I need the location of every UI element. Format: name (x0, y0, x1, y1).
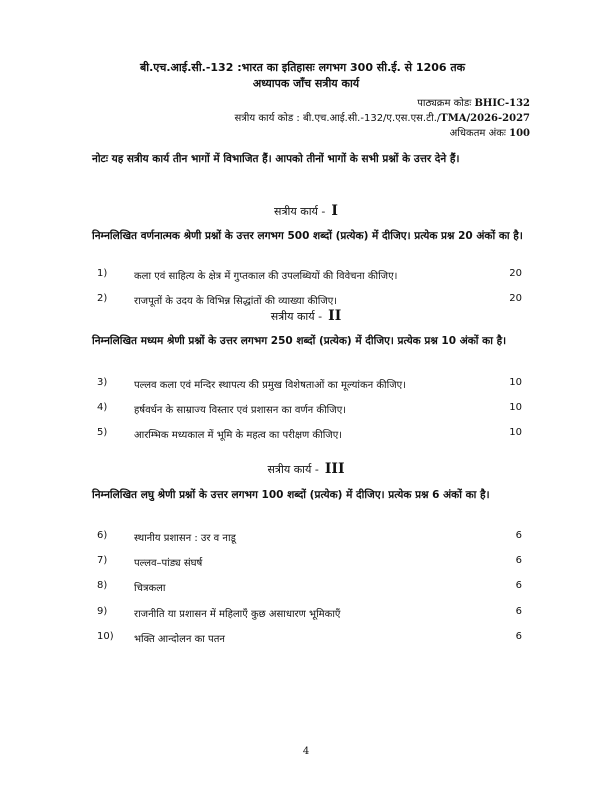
assignment-code-english: TMA/2026-2027 (440, 113, 530, 124)
question-text: राजनीति या प्रशासन में महिलाएँ कुछ असाधारण भूमिकाएँ (134, 609, 341, 620)
question-number: 7) (97, 555, 108, 566)
section-roman-numeral: II (328, 308, 342, 324)
question-text: राजपूतों के उदय के विभिन्न सिद्धांतों की व्याख्या कीजिए। (134, 296, 338, 307)
question-marks: 6 (515, 580, 522, 591)
section-3-instruction: निम्नलिखित लघु श्रेणी प्रश्नों के उत्तर लगभग 100 शब्दों (प्रत्येक) में दीजिए। प्रत्येक प्रश्न 6 अंकों का है। (92, 489, 490, 501)
assignment-code-label: सत्रीय कार्य कोड : (234, 113, 300, 124)
question-number: 10) (97, 631, 114, 642)
course-code-label: पाठ्यक्रम कोडः (417, 98, 472, 109)
question-marks: 20 (509, 268, 522, 279)
section-heading-label: सत्रीय कार्य - (274, 205, 326, 218)
max-marks-line (450, 125, 530, 139)
section-roman-numeral: I (331, 203, 338, 219)
question-text: हर्षवर्धन के साम्राज्य विस्तार एवं प्रशासन का वर्णन कीजिए। (134, 405, 347, 416)
question-text: पल्लव–पांड्य संघर्ष (134, 558, 203, 569)
assignment-code-line (235, 110, 530, 124)
question-text: आरम्भिक मध्यकाल में भूमि के महत्व का परीक्षण कीजिए। (134, 430, 343, 441)
course-code-line (417, 95, 530, 109)
section-roman-numeral: III (324, 461, 345, 477)
question-marks: 6 (515, 631, 522, 642)
question-marks: 20 (509, 293, 522, 304)
question-marks: 6 (515, 606, 522, 617)
question-marks: 6 (515, 530, 522, 541)
question-number: 9) (97, 606, 108, 617)
section-1-instruction: निम्नलिखित वर्णनात्मक श्रेणी प्रश्नों के उत्तर लगभग 500 शब्दों (प्रत्येक) में दीजिए। प्रत्येक प्रश्न 20 अंकों का है। (92, 230, 523, 242)
question-text: पल्लव कला एवं मन्दिर स्थापत्य की प्रमुख विशेषताओं का मूल्यांकन कीजिए। (134, 380, 406, 391)
question-marks: 6 (515, 555, 522, 566)
question-number: 6) (97, 530, 108, 541)
document-title-line2: अध्यापक जाँच सत्रीय कार्य (252, 77, 360, 90)
course-code: BHIC-132 (474, 98, 530, 109)
section-2-instruction: निम्नलिखित मध्यम श्रेणी प्रश्नों के उत्तर लगभग 250 शब्दों (प्रत्येक) में दीजिए। प्रत्येक प्रश्न 10 अंकों का है। (92, 335, 507, 347)
question-text: चित्रकला (134, 583, 166, 594)
question-marks: 10 (509, 427, 522, 438)
question-number: 5) (97, 427, 108, 438)
document-title-line1: बी.एच.आई.सी.-132 :भारत का इतिहासः लगभग 300 सी.ई. से 1206 तक (140, 61, 466, 74)
max-marks: 100 (509, 128, 530, 139)
question-number: 3) (97, 377, 108, 388)
section-heading-1 (0, 203, 612, 219)
max-marks-label: अधिकतम अंकः (449, 128, 506, 139)
section-heading-label: सत्रीय कार्य - (267, 463, 319, 476)
assignment-code-hindi: बी.एच.आई.सी.-132/ए.एस.एस.टी./ (302, 113, 441, 124)
section-heading-3 (0, 461, 612, 477)
question-number: 8) (97, 580, 108, 591)
page-number: 4 (302, 746, 310, 757)
question-number: 4) (97, 402, 108, 413)
question-text: कला एवं साहित्य के क्षेत्र में गुप्तकाल की उपलब्धियों की विवेचना कीजिए। (134, 271, 398, 282)
question-marks: 10 (509, 377, 522, 388)
question-marks: 10 (509, 402, 522, 413)
question-number: 2) (97, 293, 108, 304)
section-heading-label: सत्रीय कार्य - (270, 310, 323, 323)
note-paragraph: नोटः यह सत्रीय कार्य तीन भागों में विभाजित हैं। आपको तीनों भागों के सभी प्रश्नों के उत्तर देने हैं। (92, 153, 460, 165)
section-heading-2 (0, 308, 612, 324)
question-text: भक्ति आन्दोलन का पतन (134, 634, 225, 645)
question-number: 1) (97, 268, 108, 279)
question-text: स्थानीय प्रशासन : उर व नाडू (134, 533, 236, 544)
